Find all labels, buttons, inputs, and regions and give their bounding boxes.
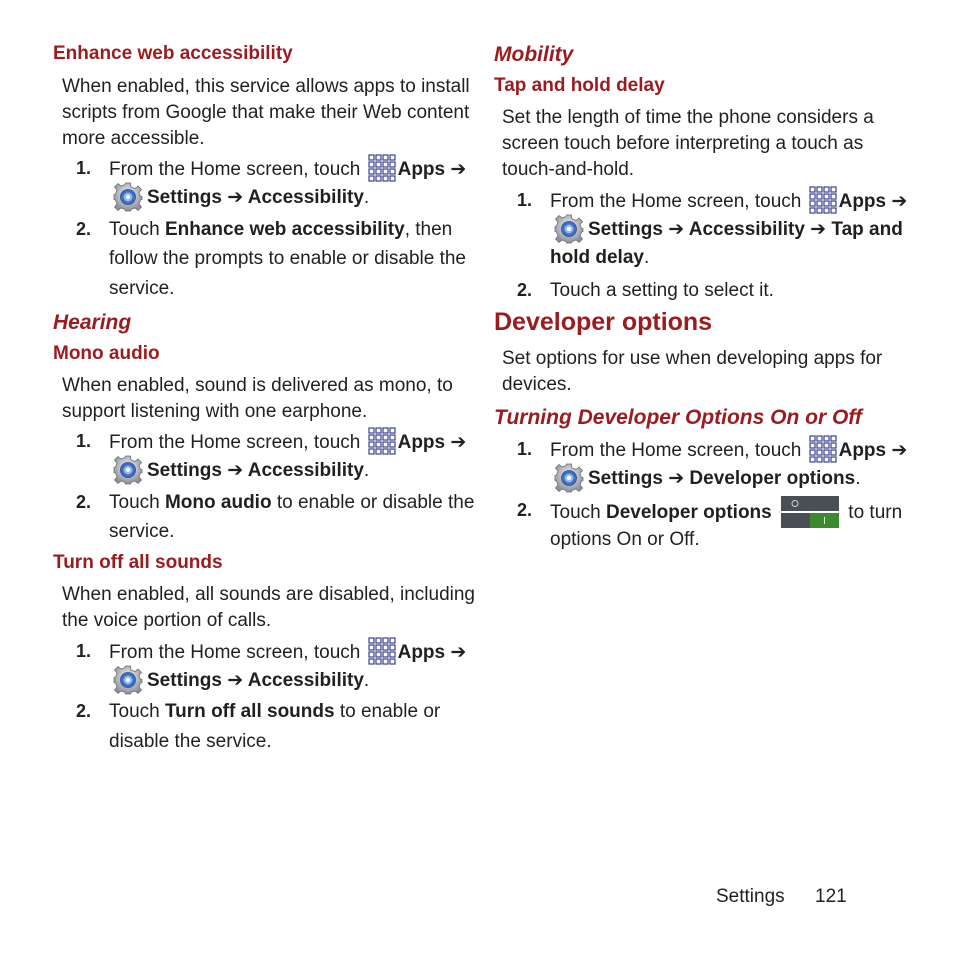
apps-grid-icon <box>368 427 396 455</box>
step-number: 1. <box>76 431 92 451</box>
period: . <box>363 670 370 691</box>
period: . <box>643 247 650 268</box>
step-text: to enable or <box>334 701 441 722</box>
mono-step1-line2 <box>113 455 369 485</box>
apps-label: Apps <box>397 642 446 663</box>
step-number: 1. <box>76 158 92 178</box>
sounds-desc-line1: When enabled, all sounds are disabled, including <box>62 584 475 605</box>
developer-desc-line1: Set options for use when developing apps for <box>502 348 883 369</box>
step-text: From the Home screen, touch <box>550 440 802 461</box>
turning-developer-options-heading: Turning Developer Options On or Off <box>494 406 862 429</box>
enhance-step1-line1 <box>109 154 466 184</box>
step-text: Touch <box>109 492 165 513</box>
mobility-heading: Mobility <box>494 43 574 66</box>
enhance-desc-line2: scripts from Google that make their Web content <box>62 102 470 123</box>
enhance-step2-line3: service. <box>109 278 175 299</box>
tap-desc-line2: screen touch before interpreting a touch as <box>502 133 864 154</box>
tap-desc-line3: touch-and-hold. <box>502 159 635 180</box>
settings-gear-icon <box>113 182 143 212</box>
step-bold: Turn off all sounds <box>164 701 335 722</box>
step-text: to turn <box>848 502 903 523</box>
step-number: 2. <box>76 492 92 512</box>
turn-off-all-sounds-heading: Turn off all sounds <box>53 552 223 573</box>
step-number: 2. <box>517 280 533 300</box>
settings-path: hold delay <box>550 247 644 268</box>
arrow: ➔ <box>445 642 467 663</box>
step-text: Touch <box>109 701 165 722</box>
arrow: ➔ <box>445 159 467 180</box>
settings-path: Settings ➔ Accessibility <box>147 670 364 691</box>
settings-gear-icon <box>554 214 584 244</box>
apps-grid-icon <box>809 435 837 463</box>
developer-desc-line2: devices. <box>502 374 572 395</box>
step-bold: Developer options <box>605 502 772 523</box>
period: . <box>363 460 370 481</box>
mono-desc-line1: When enabled, sound is delivered as mono, to <box>62 375 453 396</box>
apps-label: Apps <box>397 159 446 180</box>
arrow: ➔ <box>445 432 467 453</box>
step-text: Touch <box>109 219 165 240</box>
settings-path: Settings ➔ Developer options <box>588 468 856 489</box>
mono-step1-line1 <box>109 427 466 457</box>
enhance-step2-line2: follow the prompts to enable or disable the <box>109 248 466 269</box>
arrow: ➔ <box>886 440 908 461</box>
apps-grid-icon <box>809 186 837 214</box>
step-text: From the Home screen, touch <box>550 191 802 212</box>
enhance-step2-line1 <box>109 215 452 244</box>
enhance-web-accessibility-heading: Enhance web accessibility <box>53 43 293 64</box>
step-text: From the Home screen, touch <box>109 159 361 180</box>
hearing-heading: Hearing <box>53 311 132 334</box>
apps-label: Apps <box>838 440 887 461</box>
period: . <box>855 468 861 489</box>
step-text: to enable or disable the <box>271 492 475 513</box>
turning-step2-line1 <box>550 496 902 528</box>
footer-page-number: 121 <box>815 886 847 907</box>
mono-desc-line2: support listening with one earphone. <box>62 401 368 422</box>
sounds-desc-line2: the voice portion of calls. <box>62 610 272 631</box>
step-number: 1. <box>76 641 92 661</box>
step-number: 1. <box>517 439 533 459</box>
apps-grid-icon <box>368 154 396 182</box>
settings-gear-icon <box>113 665 143 695</box>
mono-audio-heading: Mono audio <box>53 343 160 364</box>
enhance-desc-line3: more accessible. <box>62 128 205 149</box>
apps-grid-icon <box>368 637 396 665</box>
arrow: ➔ <box>886 191 908 212</box>
period: . <box>363 187 370 208</box>
tap-step1-line3 <box>550 243 649 272</box>
turning-step2-line2: options On or Off. <box>550 529 700 550</box>
footer-section-name: Settings <box>716 886 785 907</box>
settings-gear-icon <box>113 455 143 485</box>
developer-options-heading: Developer options <box>494 308 713 336</box>
step-number: 1. <box>517 190 533 210</box>
on-off-toggle-icon <box>781 496 839 528</box>
step-text: Touch <box>550 502 606 523</box>
sounds-step1-line2 <box>113 665 369 695</box>
sounds-step2-line2: disable the service. <box>109 731 272 752</box>
step-text: , then <box>404 219 453 240</box>
mono-step2-line1 <box>109 488 474 517</box>
step-text: From the Home screen, touch <box>109 432 361 453</box>
tap-step2-line1: Touch a setting to select it. <box>550 280 774 301</box>
step-number: 2. <box>517 500 533 520</box>
settings-path: Settings ➔ Accessibility <box>147 187 364 208</box>
step-text: From the Home screen, touch <box>109 642 361 663</box>
step-number: 2. <box>76 701 92 721</box>
sounds-step2-line1 <box>109 697 440 726</box>
settings-gear-icon <box>554 463 584 493</box>
turning-step1-line1 <box>550 435 907 465</box>
enhance-step1-line2 <box>113 182 369 212</box>
apps-label: Apps <box>397 432 446 453</box>
apps-label: Apps <box>838 191 887 212</box>
step-bold: Enhance web accessibility <box>164 219 405 240</box>
turning-step1-line2 <box>554 463 860 493</box>
enhance-desc-line1: When enabled, this service allows apps to install <box>62 76 470 97</box>
mono-step2-line2: service. <box>109 521 175 542</box>
tap-step1-line2 <box>554 214 903 244</box>
settings-path: Settings ➔ Accessibility ➔ Tap and <box>588 219 903 240</box>
tap-and-hold-delay-heading: Tap and hold delay <box>494 75 665 96</box>
settings-path: Settings ➔ Accessibility <box>147 460 364 481</box>
step-bold: Mono audio <box>164 492 272 513</box>
tap-step1-line1 <box>550 186 907 216</box>
tap-desc-line1: Set the length of time the phone considers a <box>502 107 874 128</box>
step-number: 2. <box>76 219 92 239</box>
sounds-step1-line1 <box>109 637 466 667</box>
